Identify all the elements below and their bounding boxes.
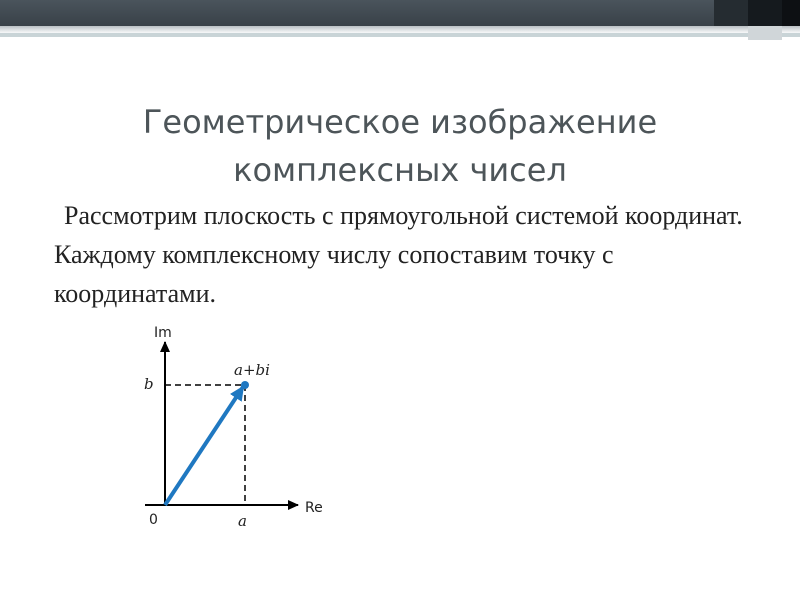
slide-body-text: Рассмотрим плоскость с прямоугольной системой координат. Каждому комплексному числу сопоставим точку с координатами. [54, 201, 743, 308]
slide-title: Геометрическое изображение комплексных чисел [142, 103, 658, 189]
complex-point [241, 381, 249, 389]
complex-vector [165, 387, 243, 505]
corner-decor-block [748, 26, 782, 40]
origin-label: 0 [149, 512, 158, 528]
y-coordinate-label: b [144, 375, 154, 393]
top-decor-bar [0, 0, 800, 26]
top-accent-line [0, 33, 800, 37]
corner-decor-block [748, 0, 782, 26]
x-axis-label: Re [305, 500, 323, 516]
y-axis-label: Im [154, 325, 172, 341]
corner-decor-block [782, 0, 800, 26]
point-label: a+bi [234, 361, 270, 379]
corner-decor-block [714, 0, 748, 26]
x-coordinate-label: a [238, 512, 247, 530]
complex-plane-diagram [140, 320, 340, 540]
